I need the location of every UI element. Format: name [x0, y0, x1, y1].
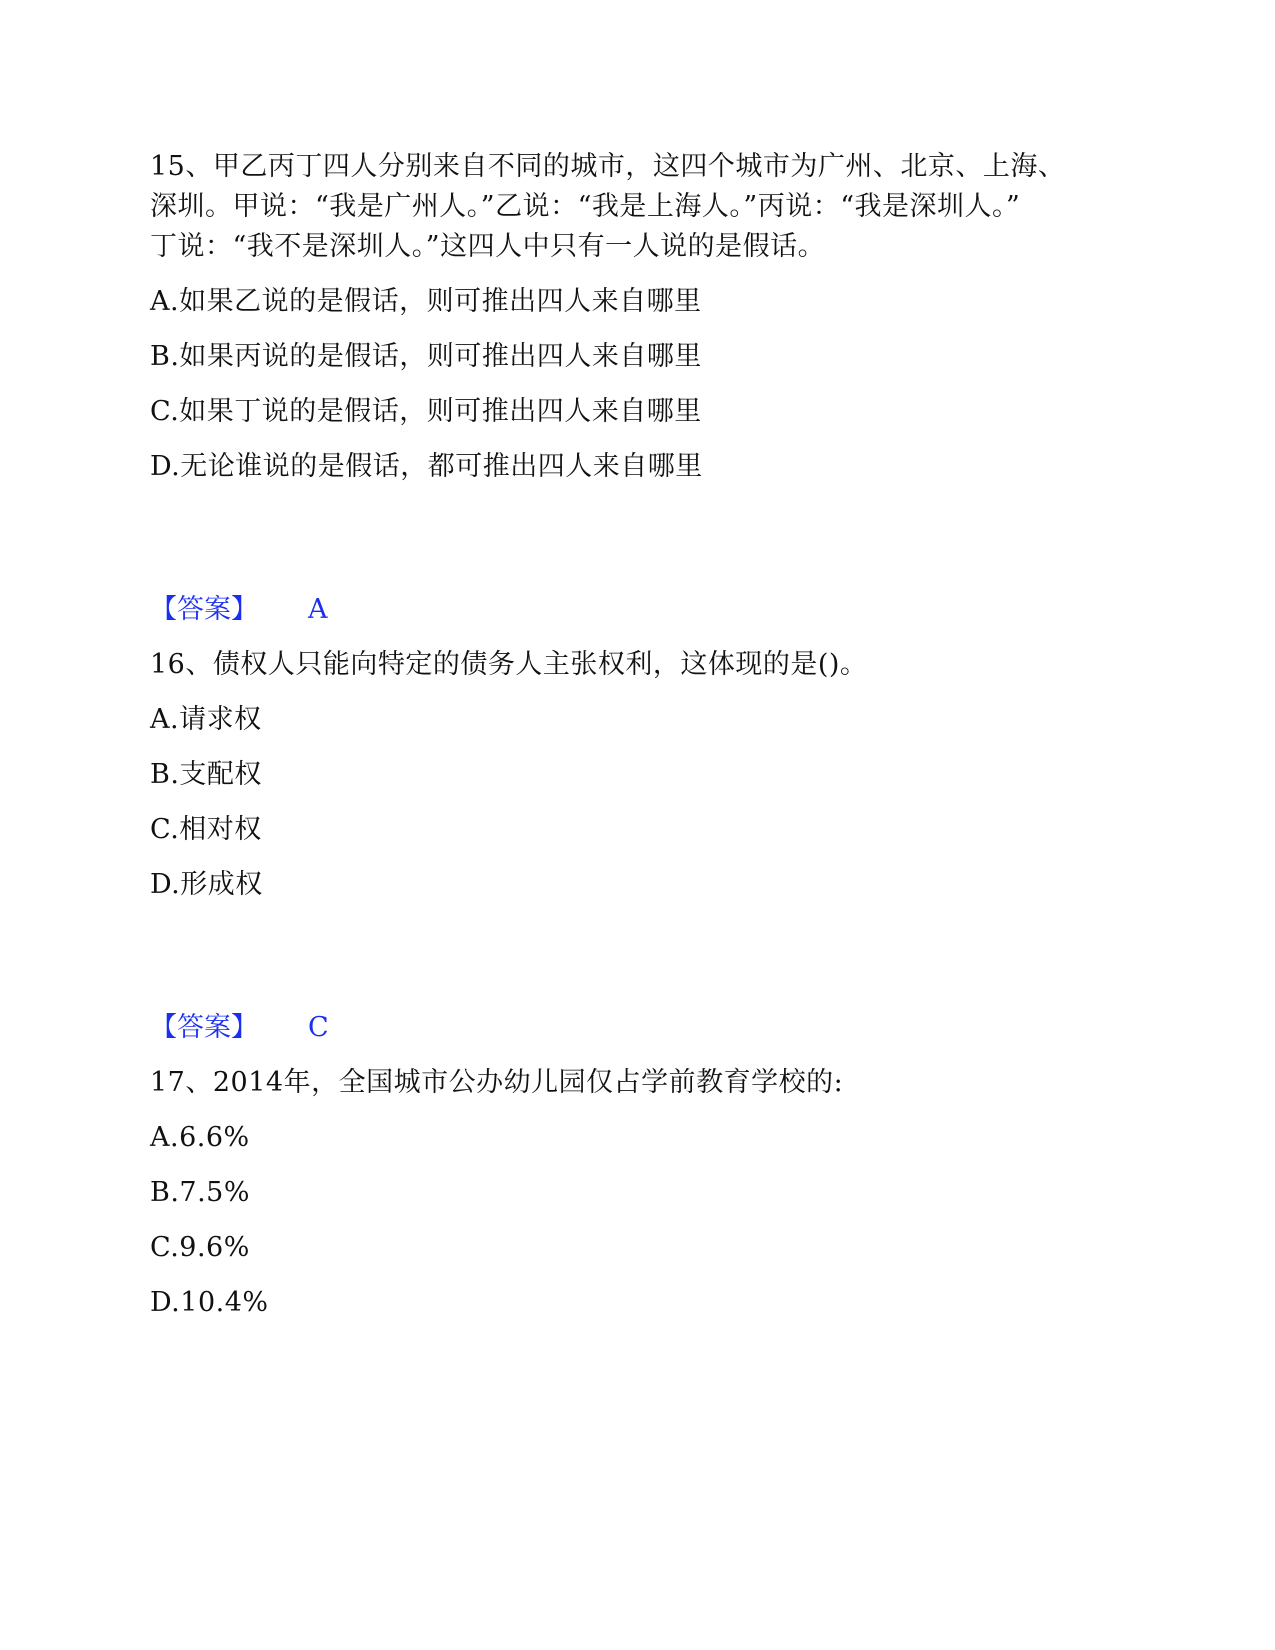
q17-option-a: A.6.6% — [150, 1122, 250, 1153]
q15-stem-line-3: 丁说：“我不是深圳人。”这四人中只有一人说的是假话。 — [150, 231, 826, 262]
q15-option-a: A.如果乙说的是假话，则可推出四人来自哪里 — [150, 286, 702, 317]
q15-stem-line-1: 15、甲乙丙丁四人分别来自不同的城市，这四个城市为广州、北京、上海、 — [150, 151, 1066, 182]
q15-option-c: C.如果丁说的是假话，则可推出四人来自哪里 — [150, 396, 702, 427]
q17-option-c: C.9.6% — [150, 1232, 250, 1263]
answer-label: 【答案】 — [150, 1012, 258, 1043]
q15-stem-line-2: 深圳。甲说：“我是广州人。”乙说：“我是上海人。”丙说：“我是深圳人。” — [150, 191, 1021, 222]
q16-option-d: D.形成权 — [150, 869, 263, 900]
q16-option-b: B.支配权 — [150, 759, 262, 790]
q15-option-b: B.如果丙说的是假话，则可推出四人来自哪里 — [150, 341, 702, 372]
q17-option-b: B.7.5% — [150, 1177, 251, 1208]
q16-stem-line-1: 16、债权人只能向特定的债务人主张权利，这体现的是()。 — [150, 649, 868, 680]
q16-answer — [150, 1008, 329, 1048]
answer-value: C — [308, 1012, 329, 1043]
q16-option-c: C.相对权 — [150, 814, 262, 845]
q17-stem-line-1: 17、2014年，全国城市公办幼儿园仅占学前教育学校的: — [150, 1067, 844, 1098]
q15-option-d: D.无论谁说的是假话，都可推出四人来自哪里 — [150, 451, 703, 482]
answer-label: 【答案】 — [150, 594, 258, 625]
q15-answer — [150, 590, 328, 630]
q17-option-d: D.10.4% — [150, 1287, 269, 1318]
answer-value: A — [308, 594, 328, 625]
q16-option-a: A.请求权 — [150, 704, 262, 735]
